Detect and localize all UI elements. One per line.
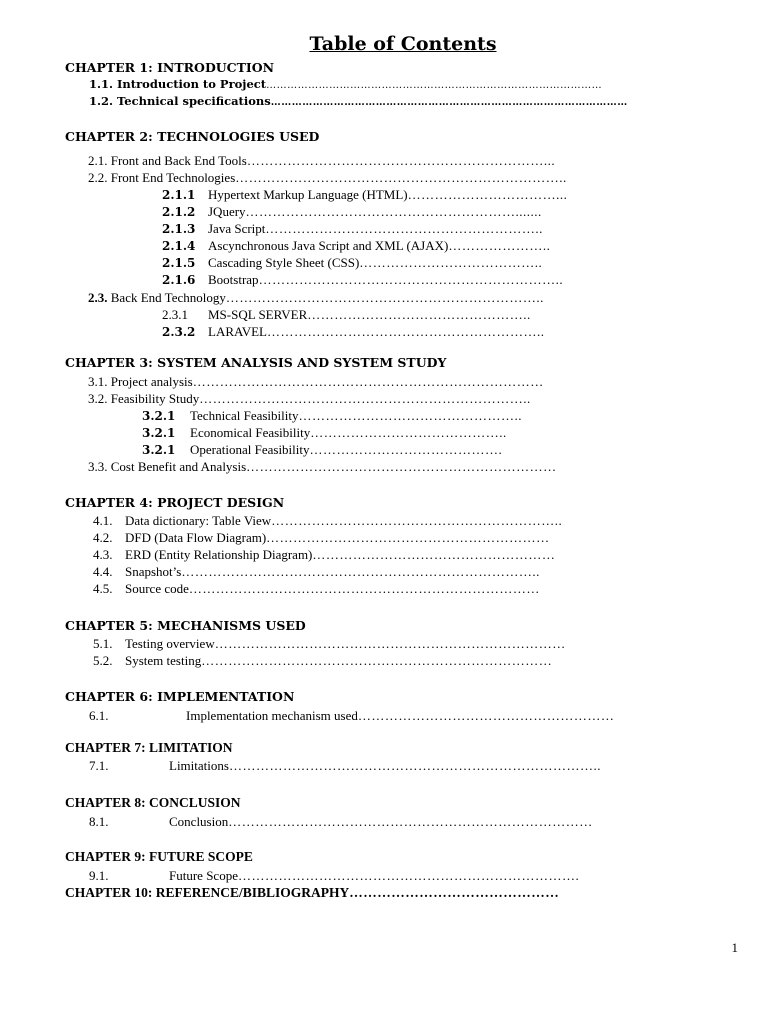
toc-title: Table of Contents [309, 33, 497, 55]
toc-entry[interactable]: 4.3. ERD (Entity Relationship Diagram)……………………………………………… [93, 547, 556, 562]
toc-subentry[interactable]: 2.1.6 Bootstrap………………………………………………………….. [162, 272, 564, 287]
toc-entry[interactable]: 4.5. Source code…………………………………………………………………… [93, 581, 540, 596]
toc-subentry[interactable]: 3.2.1 Economical Feasibility…………………………………….. [142, 425, 507, 440]
toc-subentry[interactable]: 2.3.2 LARAVEL…………………………………………………….. [162, 324, 545, 339]
toc-subentry[interactable]: 2.1.1 Hypertext Markup Language (HTML)……………………………... [162, 187, 568, 202]
toc-subentry[interactable]: 2.1.3 Java Script…………………………………………………….. [162, 221, 543, 236]
toc-entry[interactable]: 4.1. Data dictionary: Table View……………………………………………………….. [93, 513, 563, 528]
toc-entry[interactable]: 5.1. Testing overview…………………………………………………………………… [93, 636, 566, 651]
toc-entry[interactable]: 3.3. Cost Benefit and Analysis…………………………………………………………… [88, 459, 557, 474]
chapter-heading[interactable]: CHAPTER 5: MECHANISMS USED [65, 618, 306, 633]
toc-entry[interactable]: 2.2. Front End Technologies……………………………………………………………….. [88, 170, 567, 185]
chapter-heading[interactable]: CHAPTER 9: FUTURE SCOPE [65, 849, 253, 864]
chapter-heading[interactable]: CHAPTER 6: IMPLEMENTATION [65, 689, 295, 704]
toc-subentry[interactable]: 2.1.2 JQuery……………………………………………………....... [162, 204, 542, 219]
toc-entry[interactable]: 3.2. Feasibility Study……………………………………………………………….. [88, 391, 531, 406]
toc-entry[interactable]: 2.1. Front and Back End Tools…………………………………………………………... [88, 153, 556, 168]
toc-subentry[interactable]: 3.2.1 Operational Feasibility……………………………………. [142, 442, 503, 457]
toc-entry[interactable]: 1.1. Introduction to Project…………………………………………………………………………………… [89, 77, 603, 91]
page-number: 1 [731, 940, 738, 955]
chapter-heading[interactable]: CHAPTER 8: CONCLUSION [65, 795, 241, 810]
toc-subentry[interactable]: 2.3.1 MS-SQL SERVER………………………………………….. [162, 307, 531, 322]
chapter-heading[interactable]: CHAPTER 3: SYSTEM ANALYSIS AND SYSTEM STUDY [65, 355, 447, 370]
toc-entry[interactable]: 6.1. Implementation mechanism used………………………………………………… [89, 708, 615, 723]
toc-subentry[interactable]: 2.1.5 Cascading Style Sheet (CSS)………………………………….. [162, 255, 543, 270]
toc-entry[interactable]: 8.1. Conclusion……………………………………………………………………… [89, 814, 593, 829]
toc-entry[interactable]: 7.1. Limitations……………………………………………………………………….. [89, 758, 601, 773]
chapter-heading[interactable]: CHAPTER 1: INTRODUCTION [65, 60, 275, 75]
chapter-heading[interactable]: CHAPTER 10: REFERENCE/BIBLIOGRAPHY……………………………………… [65, 885, 560, 900]
toc-entry[interactable]: 4.2. DFD (Data Flow Diagram)……………………………………………………… [93, 530, 550, 545]
toc-entry[interactable]: 4.4. Snapshot’s…………………………………………………………………….. [93, 564, 540, 579]
toc-subentry[interactable]: 2.1.4 Ascynchronous Java Script and XML (AJAX)………………….. [162, 238, 551, 253]
toc-subentry[interactable]: 3.2.1 Technical Feasibility………………………………………….. [142, 408, 522, 423]
toc-entry[interactable]: 5.2. System testing…………………………………………………………………… [93, 653, 553, 668]
toc-entry[interactable]: 3.1. Project analysis…………………………………………………………………… [88, 374, 544, 389]
toc-entry[interactable]: 2.3. Back End Technology…………………………………………………………….. [88, 290, 544, 305]
toc-entry[interactable]: 1.2. Technical specifications………………………………………………………………………………………… [89, 94, 628, 108]
chapter-heading[interactable]: CHAPTER 4: PROJECT DESIGN [65, 495, 285, 510]
chapter-heading[interactable]: CHAPTER 2: TECHNOLOGIES USED [65, 129, 320, 144]
chapter-heading[interactable]: CHAPTER 7: LIMITATION [65, 740, 233, 755]
toc-entry[interactable]: 9.1. Future Scope…………………………………………………………………. [89, 868, 580, 883]
